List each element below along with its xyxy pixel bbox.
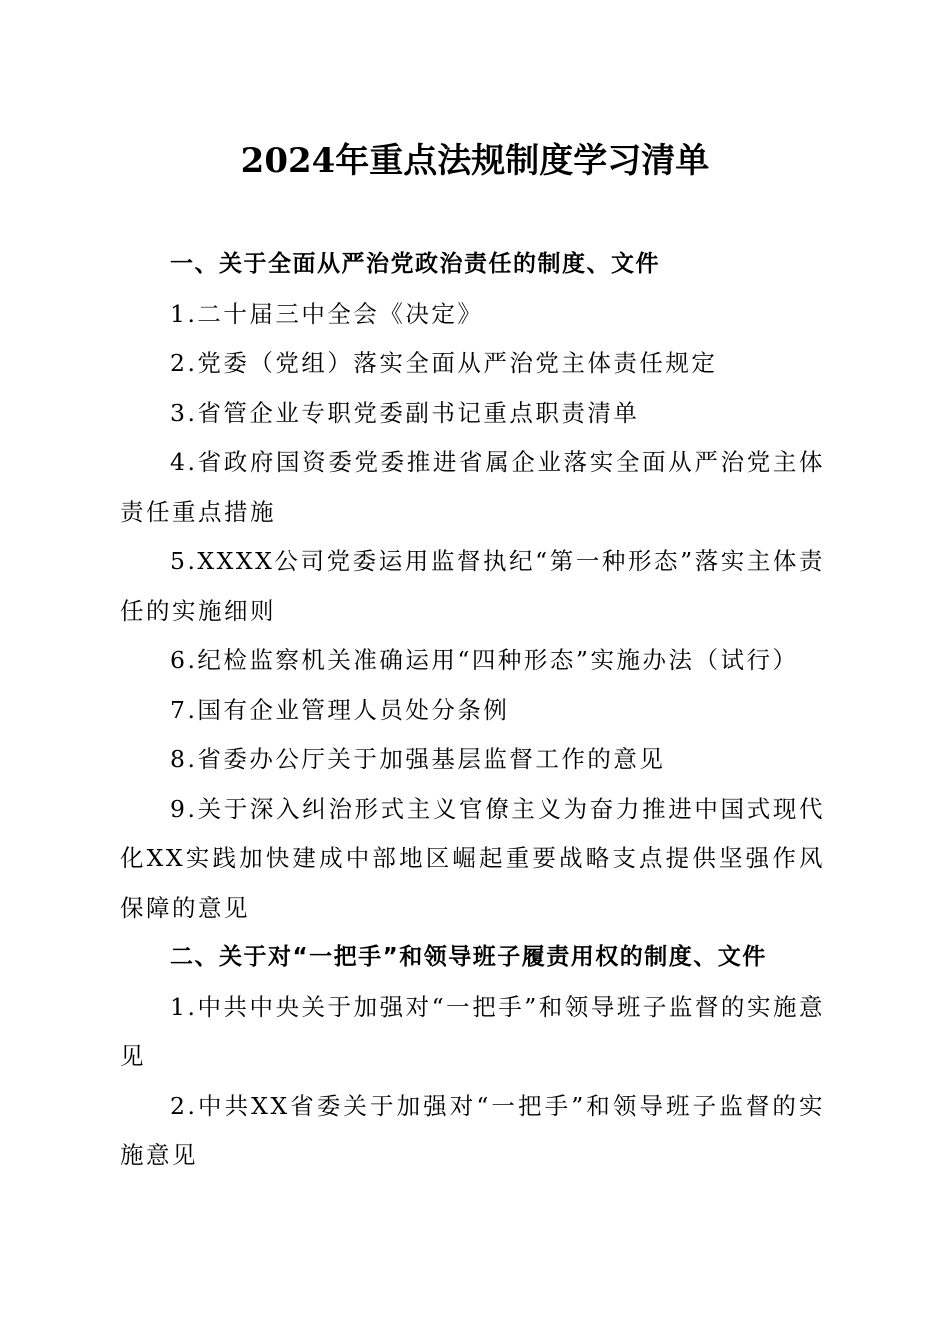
list-item: 1.中共中央关于加强对“一把手”和领导班子监督的实施意见 <box>120 992 825 1070</box>
list-item: 1.二十届三中全会《决定》 <box>170 299 484 328</box>
section-heading: 一、关于全面从严治党政治责任的制度、文件 <box>170 251 660 277</box>
list-item: 2.党委（党组）落实全面从严治党主体责任规定 <box>170 349 718 377</box>
list-item: 7.国有企业管理人员处分条例 <box>170 695 510 724</box>
list-item: 2.中共XX省委关于加强对“一把手”和领导班子监督的实施意见 <box>120 1091 825 1169</box>
document-title: 2024年重点法规制度学习清单 <box>240 141 710 181</box>
list-item: 8.省委办公厅关于加强基层监督工作的意见 <box>170 745 666 773</box>
list-item: 6.纪检监察机关准确运用“四种形态”实施办法（试行） <box>170 646 799 674</box>
list-item: 5.XXXX公司党委运用监督执纪“第一种形态”落实主体责任的实施细则 <box>120 547 825 625</box>
list-item: 3.省管企业专职党委副书记重点职责清单 <box>170 398 640 427</box>
list-item: 9.关于深入纠治形式主义官僚主义为奋力推进中国式现代化XX实践加快建成中部地区崛起重要战略支点提供坚强作风保障的意见 <box>120 794 825 922</box>
section-heading: 二、关于对“一把手”和领导班子履责用权的制度、文件 <box>170 944 767 970</box>
list-item: 4.省政府国资委党委推进省属企业落实全面从严治党主体责任重点措施 <box>120 448 825 526</box>
document-body <box>120 240 825 1181</box>
